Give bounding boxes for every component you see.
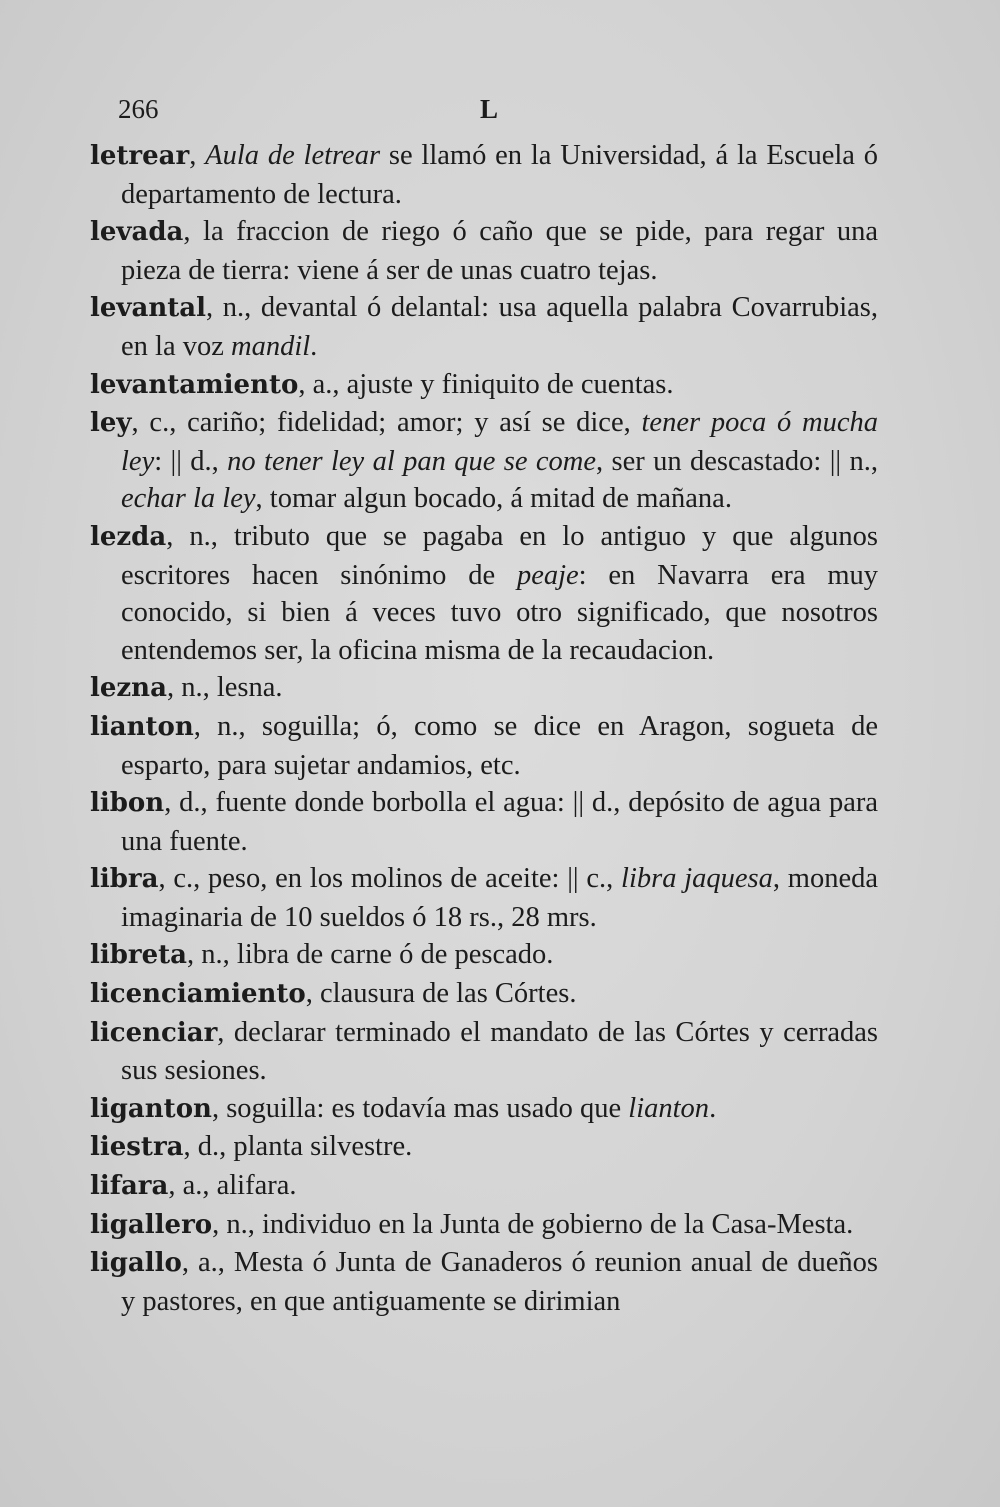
entry-text: , n., devantal ó delantal: usa aquella palabra Covarrubias, en la voz — [121, 292, 878, 362]
entry-text: , n., tributo que se pagaba en lo antiguo y que algunos escritores hacen sinónimo de — [121, 520, 878, 591]
dictionary-entry — [90, 860, 878, 936]
entry-italic-text: echar la ley — [121, 483, 256, 515]
running-head: L — [480, 94, 499, 124]
entry-text: : || d., — [154, 445, 228, 477]
entry-text: , a., ajuste y finiquito de cuentas. — [298, 368, 674, 400]
entry-headword: ley — [90, 408, 132, 439]
entry-italic-text: mandil — [231, 330, 311, 362]
entry-headword: ligallero — [90, 1209, 213, 1240]
entry-text: , a., Mesta ó Junta de Ganaderos ó reunion anual de dueños y pastores, en que antiguamente se dirimian — [121, 1247, 878, 1317]
dictionary-entry — [90, 669, 878, 708]
entry-italic-text: lianton — [628, 1092, 710, 1124]
entry-text: se llamó en la Universidad, á la Escuela ó departamento de lectura. — [121, 140, 879, 210]
entry-text: . — [310, 330, 318, 362]
entry-text: , d., fuente donde borbolla el agua: || d., depósito de agua para una fuente. — [121, 787, 878, 857]
entry-text: : en Navarra era muy conocido, si bien á veces tuvo otro significado, que nosotros entendemos ser, la oficina misma de la recaudacion. — [121, 559, 878, 666]
entry-italic-text: libra jaquesa — [621, 863, 773, 895]
dictionary-entry — [90, 1128, 878, 1167]
dictionary-entries — [90, 137, 878, 1320]
entry-text: , moneda imaginaria de 10 sueldos ó 18 rs., 28 mrs. — [121, 863, 879, 933]
dictionary-entry — [90, 1014, 878, 1090]
entry-text: , n., soguilla; ó, como se dice en Aragon, sogueta de esparto, para sujetar andamios, etc. — [121, 710, 878, 781]
entry-text: , c., cariño; fidelidad; amor; y así se dice, — [131, 407, 642, 439]
dictionary-entry — [90, 213, 878, 289]
entry-italic-text: no tener ley al pan que se come — [227, 445, 596, 477]
entry-text: , n., lesna. — [166, 672, 283, 704]
dictionary-entry — [90, 784, 878, 860]
dictionary-entry — [90, 936, 878, 975]
dictionary-entry — [90, 975, 878, 1014]
entry-headword: ligallo — [90, 1248, 182, 1279]
entry-italic-text: peaje — [516, 559, 579, 591]
entry-text: , a., alifara. — [168, 1170, 297, 1202]
entry-headword: libra — [90, 864, 159, 895]
entry-headword: levantal — [90, 293, 207, 324]
dictionary-entry — [90, 708, 878, 784]
entry-text: , la fraccion de riego ó caño que se pide, para regar una pieza de tierra: viene á ser de unas cuatro tejas. — [121, 216, 878, 286]
page-header — [118, 94, 878, 134]
entry-headword: lezda — [90, 521, 167, 552]
entry-headword: lianton — [90, 711, 194, 742]
dictionary-entry — [90, 1206, 878, 1245]
entry-text: , clausura de las Córtes. — [305, 978, 577, 1010]
dictionary-entry — [90, 518, 878, 669]
entry-headword: letrear — [90, 141, 190, 171]
entry-headword: licenciar — [90, 1017, 218, 1048]
entry-text: , d., planta silvestre. — [183, 1131, 413, 1163]
entry-text: , n., libra de carne ó de pescado. — [187, 939, 554, 971]
dictionary-entry — [90, 289, 878, 365]
entry-headword: lifara — [90, 1171, 169, 1202]
entry-text: , ser un descastado: || n., — [596, 445, 878, 477]
entry-italic-text: Aula de letrear — [205, 140, 381, 171]
entry-text: , soguilla: es todavía mas usado que — [211, 1092, 629, 1124]
entry-headword: levantamiento — [90, 369, 299, 400]
entry-headword: lezna — [90, 673, 167, 704]
entry-headword: libreta — [90, 940, 188, 971]
entry-text: , n., individuo en la Junta de gobierno de la Casa-Mesta. — [212, 1208, 854, 1240]
page-number: 266 — [118, 94, 159, 124]
entry-text: . — [709, 1092, 717, 1124]
entry-headword: liganton — [90, 1093, 212, 1124]
dictionary-entry — [90, 404, 878, 518]
entry-headword: libon — [90, 788, 165, 819]
entry-text: , declarar terminado el mandato de las Córtes y cerradas sus sesiones. — [121, 1016, 878, 1087]
dictionary-entry — [90, 366, 878, 405]
dictionary-entry — [90, 1244, 878, 1320]
entry-text: , c., peso, en los molinos de aceite: || c., — [158, 863, 622, 895]
entry-text: , — [189, 140, 206, 171]
entry-headword: licenciamiento — [90, 979, 306, 1010]
dictionary-entry — [90, 1090, 878, 1129]
dictionary-entry — [90, 1167, 878, 1206]
entry-italic-text: tener poca ó mucha ley — [121, 407, 878, 477]
entry-headword: liestra — [90, 1132, 184, 1163]
dictionary-entry — [90, 137, 878, 213]
entry-headword: levada — [90, 217, 184, 248]
entry-text: , tomar algun bocado, á mitad de mañana. — [255, 483, 732, 515]
